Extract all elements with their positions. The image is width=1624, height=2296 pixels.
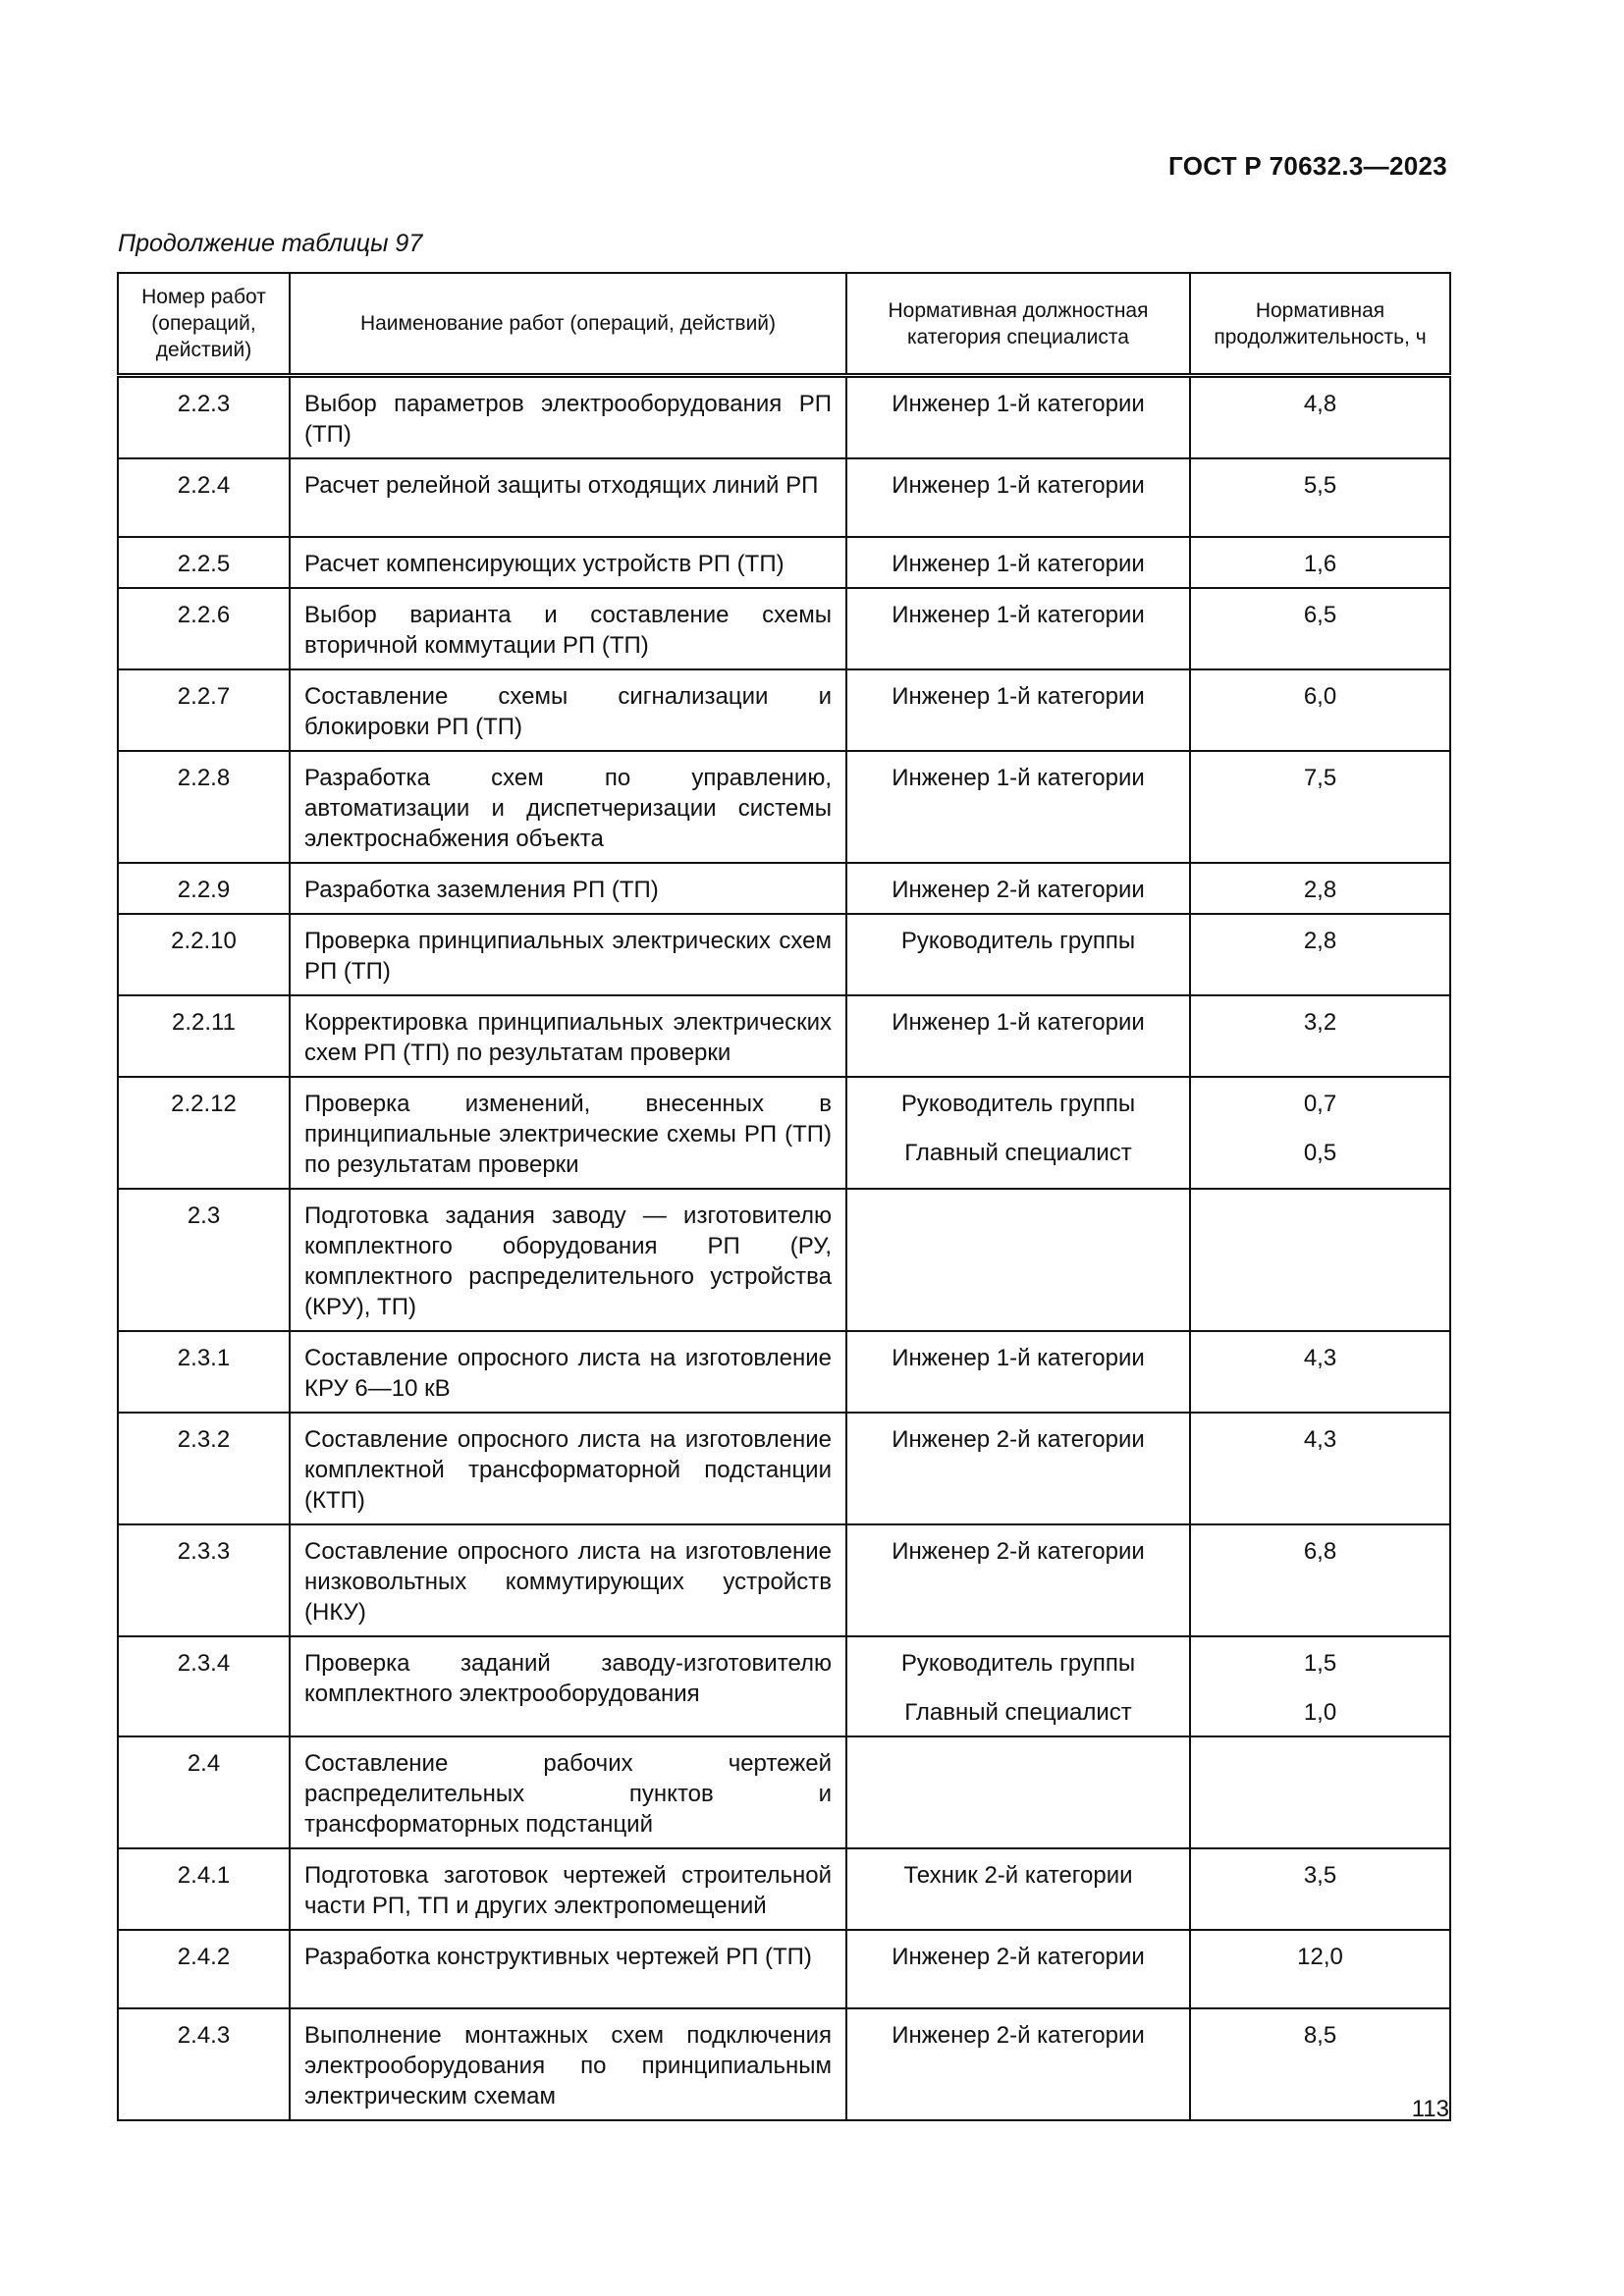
table-row (118, 669, 1450, 751)
specialist-category: Руководитель группы (900, 1650, 1136, 1677)
table-row (118, 914, 1450, 995)
specialist-category: Руководитель группы (900, 1091, 1136, 1117)
specialist-category-cell (846, 2008, 1190, 2120)
work-name-cell: Проверка изменений, внесенных в принципиальные электрические схемы РП (ТП) по результатам проверки (290, 1077, 846, 1189)
work-number-cell: 2.2.7 (118, 669, 290, 751)
specialist-category-cell (846, 1848, 1190, 1930)
duration-cell (1190, 1189, 1450, 1331)
specialist-category: Инженер 1-й категории (892, 391, 1145, 417)
duration-value: 6,5 (1303, 602, 1337, 628)
duration-value: 3,2 (1303, 1009, 1337, 1036)
table-body (118, 376, 1450, 2121)
column-header-number: Номер работ (операций, действий) (118, 273, 290, 376)
specialist-category: Главный специалист (904, 1699, 1132, 1726)
duration-value: 6,8 (1303, 1538, 1337, 1565)
work-name-cell: Проверка принципиальных электрических схем РП (ТП) (290, 914, 846, 995)
duration-value: 2,8 (1303, 928, 1337, 954)
document-standard-header: ГОСТ Р 70632.3—2023 (1168, 151, 1447, 181)
specialist-category-cell (846, 588, 1190, 669)
specialist-category-cell (846, 1189, 1190, 1331)
specialist-category-cell (846, 751, 1190, 863)
specialist-category: Инженер 2-й категории (892, 1944, 1145, 1970)
specialist-category: Инженер 2-й категории (892, 2022, 1145, 2049)
duration-cell (1190, 1413, 1450, 1524)
work-number-cell: 2.2.10 (118, 914, 290, 995)
duration-value: 1,6 (1303, 551, 1337, 577)
work-number-cell: 2.4 (118, 1736, 290, 1848)
specialist-category: Инженер 2-й категории (892, 877, 1145, 903)
table-row (118, 1413, 1450, 1524)
specialist-category-cell (846, 537, 1190, 588)
duration-cell (1190, 458, 1450, 537)
specialist-category: Инженер 1-й категории (892, 551, 1145, 577)
duration-cell (1190, 863, 1450, 914)
work-number-cell: 2.2.4 (118, 458, 290, 537)
work-number-cell: 2.3.3 (118, 1524, 290, 1636)
duration-cell (1190, 914, 1450, 995)
table-row (118, 1848, 1450, 1930)
duration-value: 3,5 (1303, 1862, 1337, 1889)
duration-cell (1190, 1331, 1450, 1413)
specialist-category: Инженер 1-й категории (892, 602, 1145, 628)
table-row (118, 588, 1450, 669)
specialist-category-cell (846, 1736, 1190, 1848)
work-name-cell: Выполнение монтажных схем подключения электрооборудования по принципиальным электрическим схемам (290, 2008, 846, 2120)
duration-cell (1190, 751, 1450, 863)
work-name-cell: Выбор варианта и составление схемы вторичной коммутации РП (ТП) (290, 588, 846, 669)
duration-cell (1190, 1736, 1450, 1848)
duration-value: 0,7 (1303, 1091, 1337, 1117)
specialist-category: Инженер 2-й категории (892, 1426, 1145, 1453)
specialist-category-cell (846, 1524, 1190, 1636)
column-header-category: Нормативная должностная категория специалиста (846, 273, 1190, 376)
work-number-cell: 2.2.5 (118, 537, 290, 588)
work-name-cell: Разработка заземления РП (ТП) (290, 863, 846, 914)
duration-value: 4,3 (1303, 1345, 1337, 1371)
specialist-category: Инженер 1-й категории (892, 1345, 1145, 1371)
table-row (118, 751, 1450, 863)
table-row (118, 863, 1450, 914)
duration-cell (1190, 376, 1450, 459)
specialist-category: Инженер 1-й категории (892, 765, 1145, 791)
table-row (118, 2008, 1450, 2120)
specialist-category-cell (846, 1930, 1190, 2008)
duration-value: 8,5 (1303, 2022, 1337, 2049)
column-header-duration: Нормативная продолжительность, ч (1190, 273, 1450, 376)
work-number-cell: 2.4.1 (118, 1848, 290, 1930)
specialist-category-cell (846, 376, 1190, 459)
table-row (118, 1636, 1450, 1736)
specialist-category-cell (846, 1331, 1190, 1413)
specialist-category-cell (846, 914, 1190, 995)
work-name-cell: Расчет компенсирующих устройств РП (ТП) (290, 537, 846, 588)
table-row (118, 1736, 1450, 1848)
duration-cell (1190, 995, 1450, 1077)
duration-value: 0,5 (1303, 1140, 1337, 1166)
table-row (118, 1077, 1450, 1189)
duration-cell (1190, 537, 1450, 588)
work-number-cell: 2.3.1 (118, 1331, 290, 1413)
specialist-category-cell (846, 995, 1190, 1077)
work-number-cell: 2.3.4 (118, 1636, 290, 1736)
table-row (118, 537, 1450, 588)
specialist-category-cell (846, 458, 1190, 537)
work-name-cell: Разработка схем по управлению, автоматизации и диспетчеризации системы электроснабжения объекта (290, 751, 846, 863)
work-number-cell: 2.4.3 (118, 2008, 290, 2120)
work-name-cell: Подготовка задания заводу — изготовителю комплектного оборудования РП (РУ, комплектного распределительного устройства (КРУ), ТП) (290, 1189, 846, 1331)
specialist-category: Техник 2-й категории (903, 1862, 1133, 1889)
work-number-cell: 2.3 (118, 1189, 290, 1331)
work-name-cell: Составление опросного листа на изготовление комплектной трансформаторной подстанции (КТП) (290, 1413, 846, 1524)
table-row (118, 1189, 1450, 1331)
work-number-cell: 2.2.9 (118, 863, 290, 914)
specialist-category: Главный специалист (904, 1140, 1132, 1166)
table-row (118, 376, 1450, 459)
work-name-cell: Выбор параметров электрооборудования РП (ТП) (290, 376, 846, 459)
specialist-category-cell (846, 1636, 1190, 1736)
work-name-cell: Расчет релейной защиты отходящих линий РП (290, 458, 846, 537)
duration-cell (1190, 1848, 1450, 1930)
work-name-cell: Разработка конструктивных чертежей РП (ТП) (290, 1930, 846, 2008)
work-number-cell: 2.2.8 (118, 751, 290, 863)
duration-value: 7,5 (1303, 765, 1337, 791)
work-name-cell: Проверка заданий заводу-изготовителю комплектного электрооборудования (290, 1636, 846, 1736)
work-number-cell: 2.3.2 (118, 1413, 290, 1524)
duration-cell (1190, 588, 1450, 669)
specialist-category: Руководитель группы (900, 928, 1136, 954)
duration-cell (1190, 1524, 1450, 1636)
work-name-cell: Составление опросного листа на изготовление КРУ 6—10 кВ (290, 1331, 846, 1413)
work-name-cell: Составление рабочих чертежей распределительных пунктов и трансформаторных подстанций (290, 1736, 846, 1848)
duration-value: 2,8 (1303, 877, 1337, 903)
duration-cell (1190, 1930, 1450, 2008)
table-row (118, 1930, 1450, 2008)
work-name-cell: Составление схемы сигнализации и блокировки РП (ТП) (290, 669, 846, 751)
column-header-name: Наименование работ (операций, действий) (290, 273, 846, 376)
specialist-category: Инженер 1-й категории (892, 683, 1145, 710)
table-header (118, 273, 1450, 376)
duration-value: 4,3 (1303, 1426, 1337, 1453)
duration-value: 6,0 (1303, 683, 1337, 710)
table-continuation-label: Продолжение таблицы 97 (118, 230, 423, 257)
duration-cell (1190, 1077, 1450, 1189)
work-name-cell: Подготовка заготовок чертежей строительной части РП, ТП и других электропомещений (290, 1848, 846, 1930)
work-name-cell: Составление опросного листа на изготовление низковольтных коммутирующих устройств (НКУ) (290, 1524, 846, 1636)
duration-value: 5,5 (1303, 472, 1337, 499)
work-number-cell: 2.2.11 (118, 995, 290, 1077)
specialist-category-cell (846, 863, 1190, 914)
table-row (118, 458, 1450, 537)
specialist-category-cell (846, 1077, 1190, 1189)
duration-value: 4,8 (1303, 391, 1337, 417)
table-row (118, 1524, 1450, 1636)
work-number-cell: 2.2.12 (118, 1077, 290, 1189)
duration-cell (1190, 669, 1450, 751)
table-row (118, 1331, 1450, 1413)
specialist-category-cell (846, 669, 1190, 751)
work-name-cell: Корректировка принципиальных электрических схем РП (ТП) по результатам проверки (290, 995, 846, 1077)
specialist-category: Инженер 1-й категории (892, 1009, 1145, 1036)
work-number-cell: 2.2.3 (118, 376, 290, 459)
duration-value: 1,0 (1303, 1699, 1337, 1726)
work-number-cell: 2.2.6 (118, 588, 290, 669)
page-number: 113 (1411, 2096, 1449, 2122)
norms-table (117, 272, 1451, 2121)
duration-cell (1190, 1636, 1450, 1736)
duration-value: 12,0 (1297, 1944, 1343, 1970)
table-header-row (118, 273, 1450, 376)
specialist-category: Инженер 1-й категории (892, 472, 1145, 499)
work-number-cell: 2.4.2 (118, 1930, 290, 2008)
table-row (118, 995, 1450, 1077)
specialist-category-cell (846, 1413, 1190, 1524)
specialist-category: Инженер 2-й категории (892, 1538, 1145, 1565)
duration-value: 1,5 (1303, 1650, 1337, 1677)
